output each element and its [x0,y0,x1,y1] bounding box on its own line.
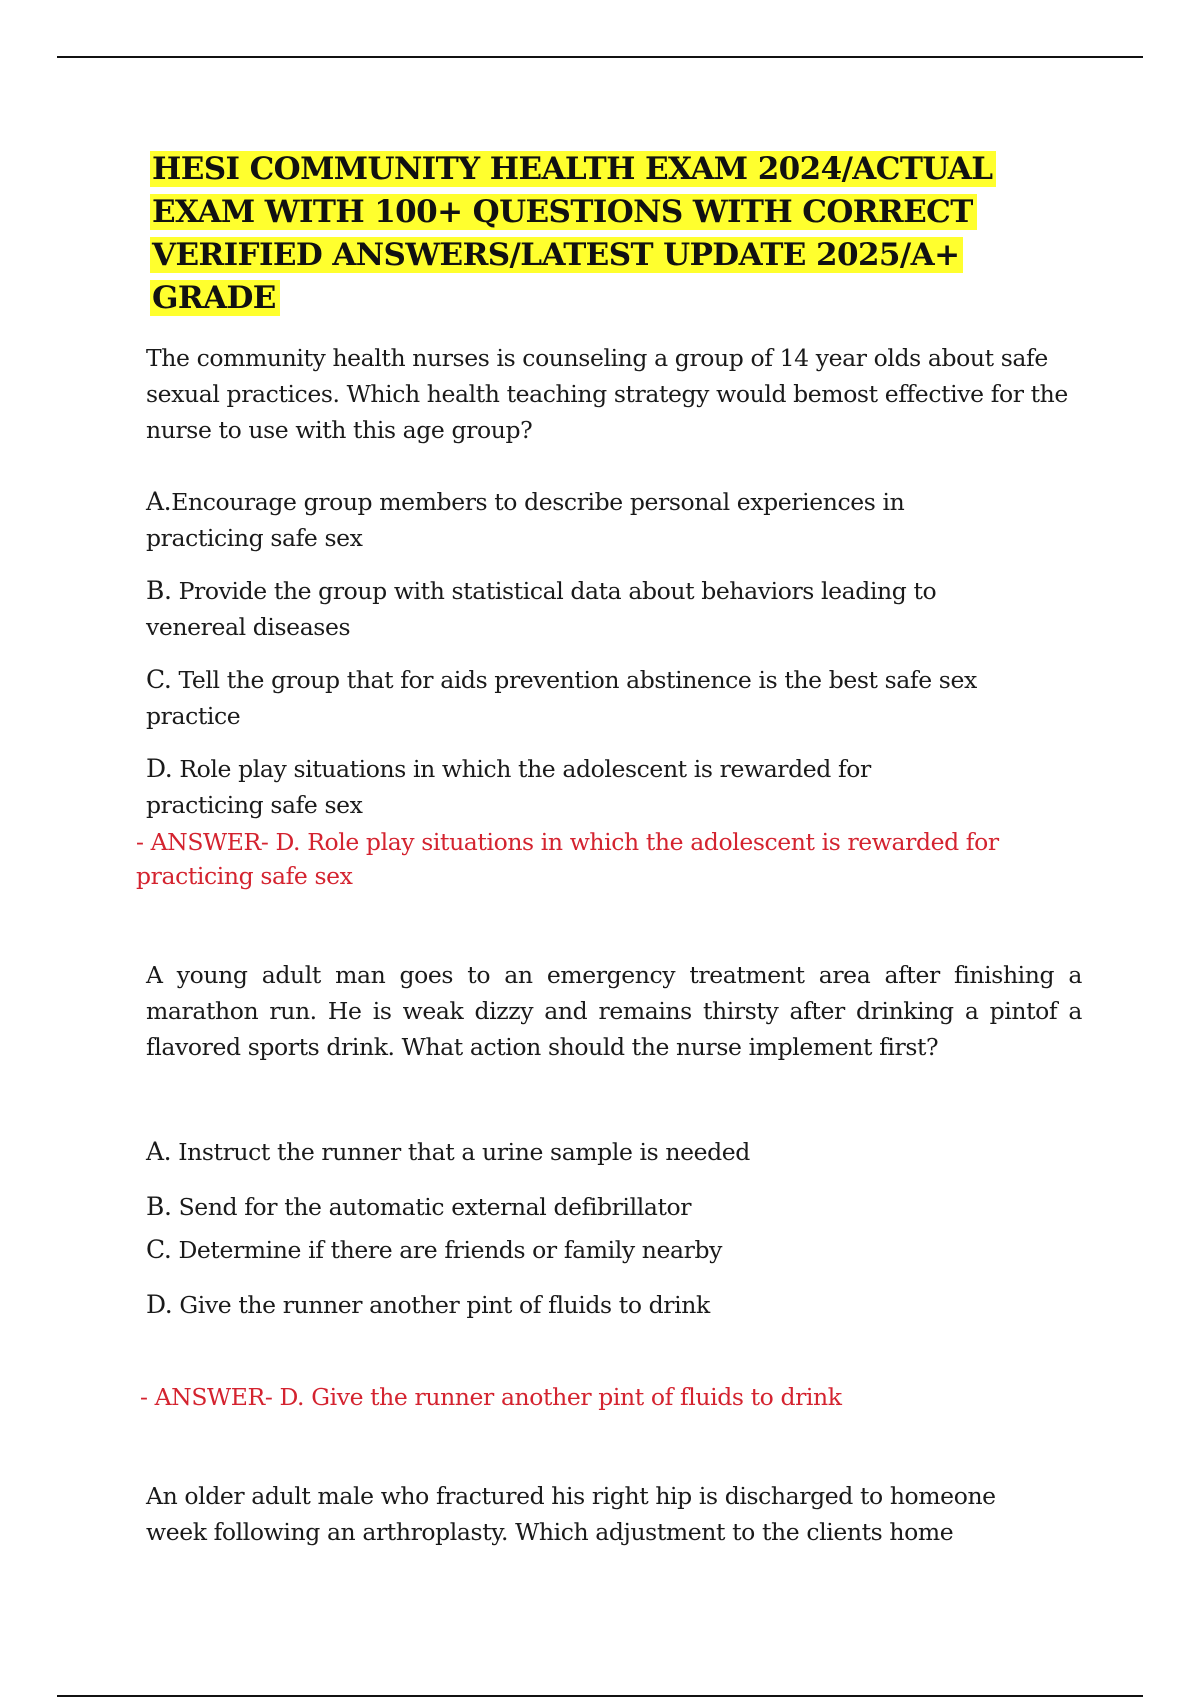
option-letter: A. [146,1137,172,1166]
option-letter: D. [146,1290,173,1319]
option-letter: B. [146,1192,172,1221]
option-text: Instruct the runner that a urine sample is needed [178,1138,750,1166]
option-text: Send for the automatic external defibrillator [178,1193,692,1221]
document-title [150,148,1050,320]
bottom-rule [57,1695,1143,1697]
title-highlight: HESI COMMUNITY HEALTH EXAM 2024/ACTUAL EXAM WITH 100+ QUESTIONS WITH CORRECT VERIFIED ANSWERS/LATEST UPDATE 2025/A+ GRADE [150,151,996,316]
question-2-answer: - ANSWER- D. Give the runner another pint of fluids to drink [140,1383,842,1411]
question-1-option-a [146,484,946,556]
option-text: Role play situations in which the adolescent is rewarded for practicing safe sex [146,755,871,819]
question-2-option-a [146,1134,1046,1170]
question-1-option-d [146,751,946,823]
option-letter: C. [146,665,172,694]
option-text: Provide the group with statistical data about behaviors leading to venereal diseases [146,577,937,641]
question-3-stem: An older adult male who fractured his right hip is discharged to homeone week following an arthroplasty. Which adjustment to the clients home [146,1482,996,1546]
option-letter: A. [146,487,172,516]
question-1-stem: The community health nurses is counseling a group of 14 year olds about safe sexual practices. Which health teaching strategy would bemost effective for the nurse to use with this age group? [146,344,1068,444]
option-text: Encourage group members to describe personal experiences in practicing safe sex [146,488,905,552]
question-2-option-d [146,1287,1046,1323]
question-2-stem: A young adult man goes to an emergency treatment area after finishing a marathon run. He is weak dizzy and remains thirsty after drinking a pintof a flavored sports drink. What action should the nurse implement first? [146,961,1082,1061]
option-text: Tell the group that for aids prevention abstinence is the best safe sex practice [146,666,977,730]
question-2-option-b [146,1189,1046,1225]
option-text: Determine if there are friends or family nearby [178,1236,723,1264]
question-1-option-b [146,573,986,645]
option-letter: C. [146,1235,172,1264]
question-1-option-c [146,662,1016,734]
option-letter: D. [146,754,173,783]
top-rule [57,56,1143,58]
question-2-option-c [146,1232,1046,1268]
option-letter: B. [146,576,172,605]
question-1-answer: - ANSWER- D. Role play situations in which the adolescent is rewarded for practicing safe sex [136,828,999,890]
option-text: Give the runner another pint of fluids to drink [179,1291,710,1319]
